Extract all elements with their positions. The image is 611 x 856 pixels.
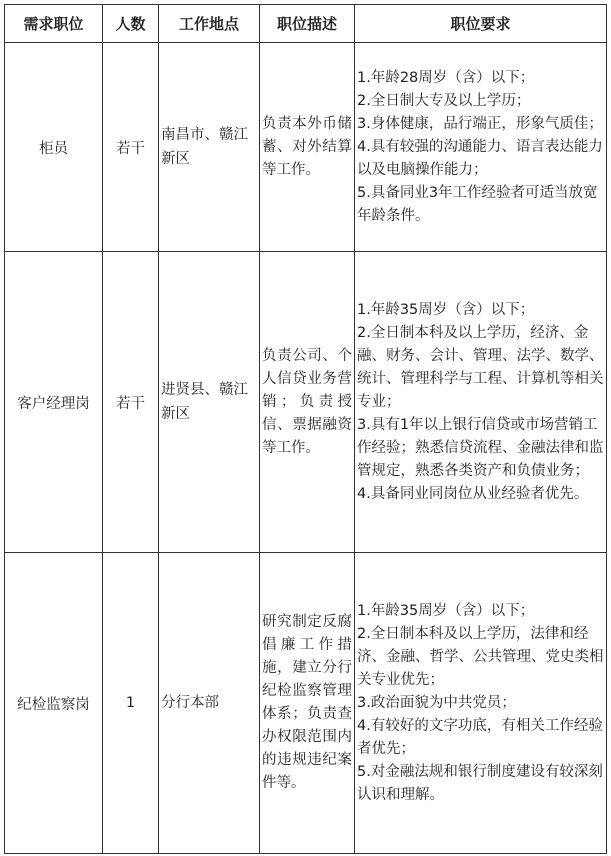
header-requirements: 职位要求 <box>355 5 607 43</box>
location-cell: 南昌市、赣江新区 <box>159 43 260 252</box>
location-cell: 分行本部 <box>159 553 260 854</box>
requirement-item: 5.对金融法规和银行制度建设有较深刻认识和理解。 <box>357 763 603 803</box>
requirement-item: 4.具有较强的沟通能力、语言表达能力以及电脑操作能力； <box>357 138 603 178</box>
header-position: 需求职位 <box>5 5 103 43</box>
count-cell: 若干 <box>103 43 159 252</box>
requirement-item: 5.具备同业3年工作经验者可适当放宽年龄条件。 <box>357 184 598 224</box>
location-cell: 进贤县、赣江新区 <box>159 252 260 553</box>
requirement-item: 1.年龄35周岁（含）以下； <box>357 602 535 619</box>
position-cell: 柜员 <box>5 43 103 252</box>
table-row <box>5 43 607 252</box>
requirement-item: 2.全日制本科及以上学历，法律和经济、金融、哲学、公共管理、党史类相关专业优先； <box>357 625 604 688</box>
requirement-item: 3.政治面貌为中共党员； <box>357 694 516 711</box>
requirement-item: 4.具备同业同岗位从业经验者优先。 <box>357 485 589 502</box>
description-cell: 负责本外币储蓄、对外结算等工作。 <box>260 43 355 252</box>
position-cell: 客户经理岗 <box>5 252 103 553</box>
description-cell: 研究制定反腐倡廉工作措施，建立分行纪检监察管理体系；负责查办权限范围内的违规违纪案件等。 <box>260 553 355 854</box>
requirement-item: 1.年龄35周岁（含）以下； <box>357 301 535 318</box>
table-header-row <box>5 5 607 43</box>
requirement-item: 2.全日制大专及以上学历； <box>357 92 531 109</box>
table-row <box>5 252 607 553</box>
requirement-item: 2.全日制本科及以上学历，经济、金融、财务、会计、管理、法学、数学、统计、管理科学与工程、计算机等相关专业； <box>357 324 604 410</box>
header-description: 职位描述 <box>260 5 355 43</box>
count-cell: 1 <box>103 553 159 854</box>
requirement-item: 4.有较好的文字功底，有相关工作经验者优先； <box>357 717 603 757</box>
description-cell: 负责公司、个人信贷业务营销；负责授信、票据融资等工作。 <box>260 252 355 553</box>
header-location: 工作地点 <box>159 5 260 43</box>
position-cell: 纪检监察岗 <box>5 553 103 854</box>
requirement-item: 3.具有1年以上银行信贷或市场营销工作经验；熟悉信贷流程、金融法律和监管规定，熟悉各类资产和负债业务； <box>357 416 604 479</box>
requirements-cell <box>355 43 607 252</box>
requirements-cell <box>355 553 607 854</box>
table-row <box>5 553 607 854</box>
requirements-cell <box>355 252 607 553</box>
job-requirements-table <box>4 4 607 854</box>
requirement-item: 3.身体健康，品行端正，形象气质佳； <box>357 115 603 132</box>
requirement-item: 1.年龄28周岁（含）以下； <box>357 69 535 86</box>
header-count: 人数 <box>103 5 159 43</box>
count-cell: 若干 <box>103 252 159 553</box>
